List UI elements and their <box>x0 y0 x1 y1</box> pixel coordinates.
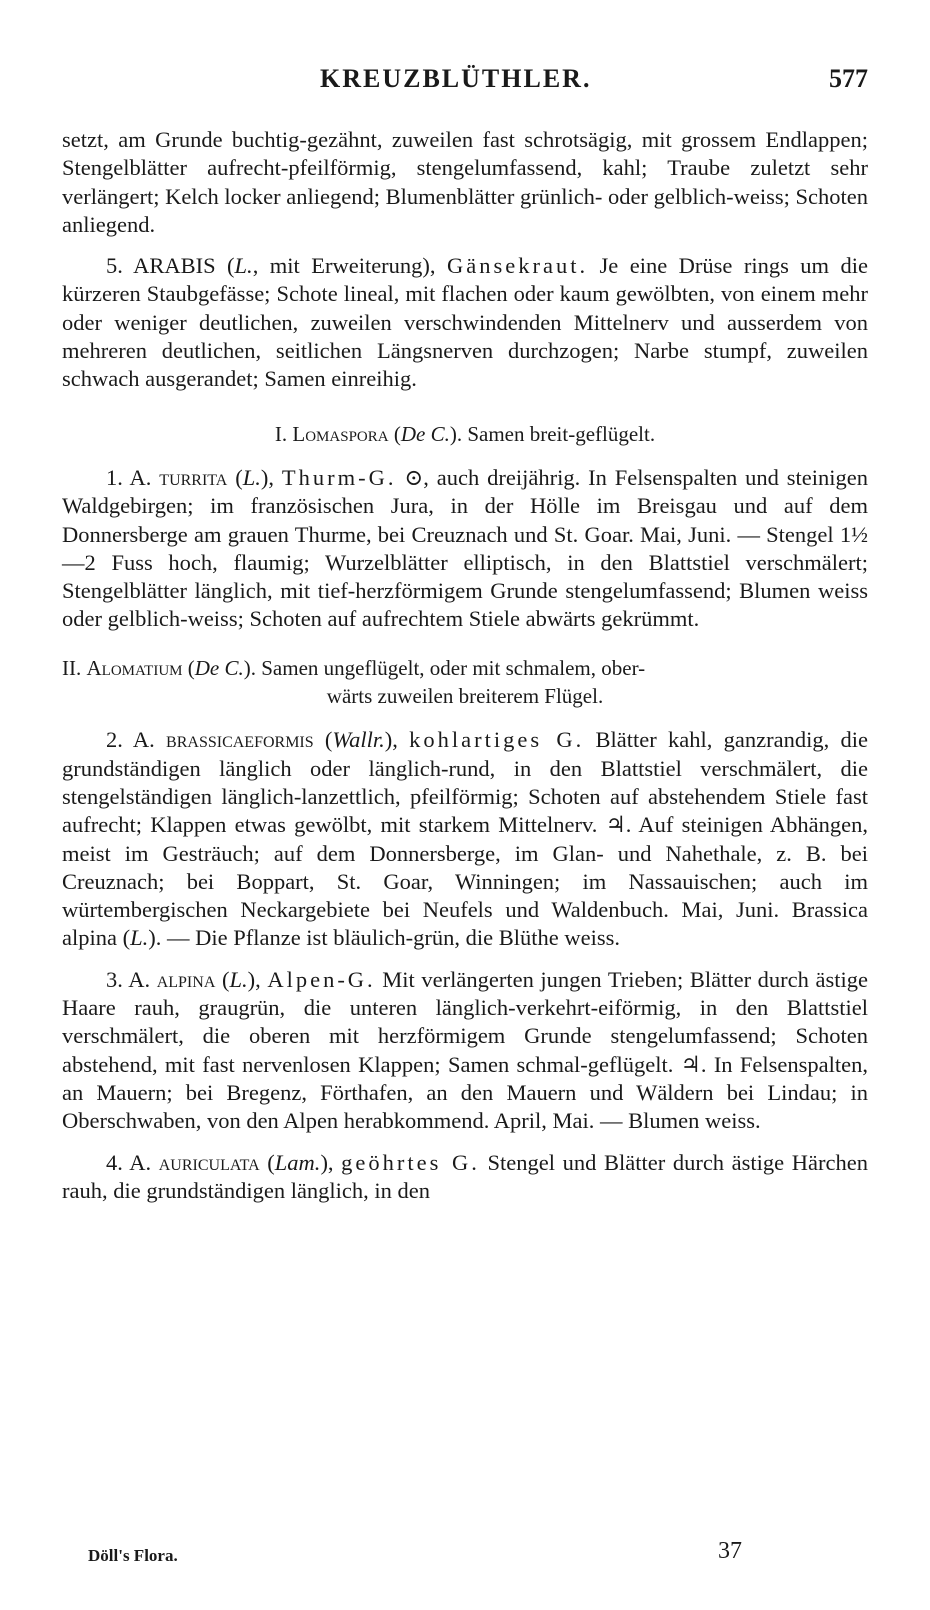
page-body <box>62 126 868 1205</box>
common-name: geöhrtes G. <box>341 1149 480 1175</box>
section-heading-lomaspora: I. Lomaspora (De C.). Samen breit-geflügelt. <box>274 421 656 446</box>
species-auriculata-paragraph: 4. A. auriculata (Lam.), geöhrtes G. Stengel und Blätter durch ästige Härchen rauh, die grundständigen länglich, in den <box>62 1149 868 1203</box>
genus-arabis-paragraph: 5. ARABIS (L., mit Erweiterung), Gänsekraut. Je eine Drüse rings um die kürzeren Staubgefässe; Schote lineal, mit flachen oder kaum gewölbten, von einem mehr oder weniger deutlichen, zuweilen verschwindenden Mittelnerv und ausserdem von mehreren deutlichen, seitlichen Längsnerven durchzogen; Narbe stumpf, zuweilen schwach ausgerandet; Samen einreihig. <box>62 253 868 392</box>
page-footer <box>88 1538 748 1578</box>
common-name: Alpen-G. <box>267 966 376 992</box>
sheet-number: 37 <box>718 1538 742 1564</box>
species-brassicaeformis-paragraph: 2. A. brassicaeformis (Wallr.), kohlartiges G. Blätter kahl, ganzrandig, die grundständigen länglich oder länglich-rund, in den Blattstiel verschmälert, die stengelständigen länglich-lanzettlich, pfeilförmig; Schoten auf abstehendem Stiele fast aufrecht; Klappen etwas gewölbt, mit starkem Mittelnerv. ♃. Auf steinigen Abhängen, meist im Gesträuch; auf dem Donnersberge, im Glan- und Nahethale, z. B. bei Creuznach; bei Boppart, St. Goar, Winningen; im Nassauischen; auch im würtembergischen Neckargebiete bei Neufels und Waldenbuch. Mai, Juni. Brassica alpina (L.). — Die Pflanze ist bläulich-grün, die Blüthe weiss. <box>62 727 868 951</box>
printer-signature: Döll's Flora. <box>88 1546 178 1565</box>
paragraph-continuation: setzt, am Grunde buchtig-gezähnt, zuweilen fast schrotsägig, mit grossem Endlappen; Stengelblätter aufrecht-pfeilförmig, stengelumfassend, kahl; Traube zuletzt sehr verlängert; Kelch locker anliegend; Blumenblätter grünlich- oder gelblich-weiss; Schoten anliegend. <box>62 127 868 237</box>
running-header <box>62 64 868 104</box>
species-alpina-paragraph: 3. A. alpina (L.), Alpen-G. Mit verlängerten jungen Trieben; Blätter durch ästige Haare rauh, graugrün, die unteren länglich-verkehrt-eiförmig, in den Blattstiel verschmälert, die oberen mit herzförmigem Grunde stengelumfassend; Schoten abstehend, mit fast nervenlosen Klappen; Samen schmal-geflügelt. ♃. In Felsenspalten, an Mauern; bei Bregenz, Förthafen, an den Mauern und Wäldern bei Lindau; in Oberschwaben, von den Alpen herabkommend. April, Mai. — Blumen weiss. <box>62 966 868 1134</box>
common-name: kohlartiges G. <box>409 727 585 753</box>
running-title: KREUZBLÜTHLER. <box>320 64 592 93</box>
page-number: 577 <box>829 64 868 93</box>
species-turrita-paragraph: 1. A. turrita (L.), Thurm-G. ⊙, auch dreijährig. In Felsenspalten und steinigen Waldgebirgen; im französischen Jura, in der Hölle im Breisgau und auf dem Donnersberge am grauen Thurme, bei Creuznach und St. Goar. Mai, Juni. — Stengel 1½—2 Fuss hoch, flaumig; Wurzelblätter elliptisch, in den Blattstiel verschmälert; Stengelblätter länglich, mit tief-herzförmigem Grunde stengelumfassend; Blumen weiss oder gelblich-weiss; Schoten auf aufrechtem Stiele abwärts gekrümmt. <box>62 464 868 632</box>
common-name: Thurm-G. <box>281 464 397 490</box>
common-name: Gänsekraut. <box>447 253 589 279</box>
biennial-symbol-icon: ⊙ <box>396 464 424 490</box>
section-heading-alomatium: II. Alomatium (De C.). Samen ungeflügelt, oder mit schmalem, ober- wärts zuweilen breiterem Flügel. <box>62 655 646 709</box>
